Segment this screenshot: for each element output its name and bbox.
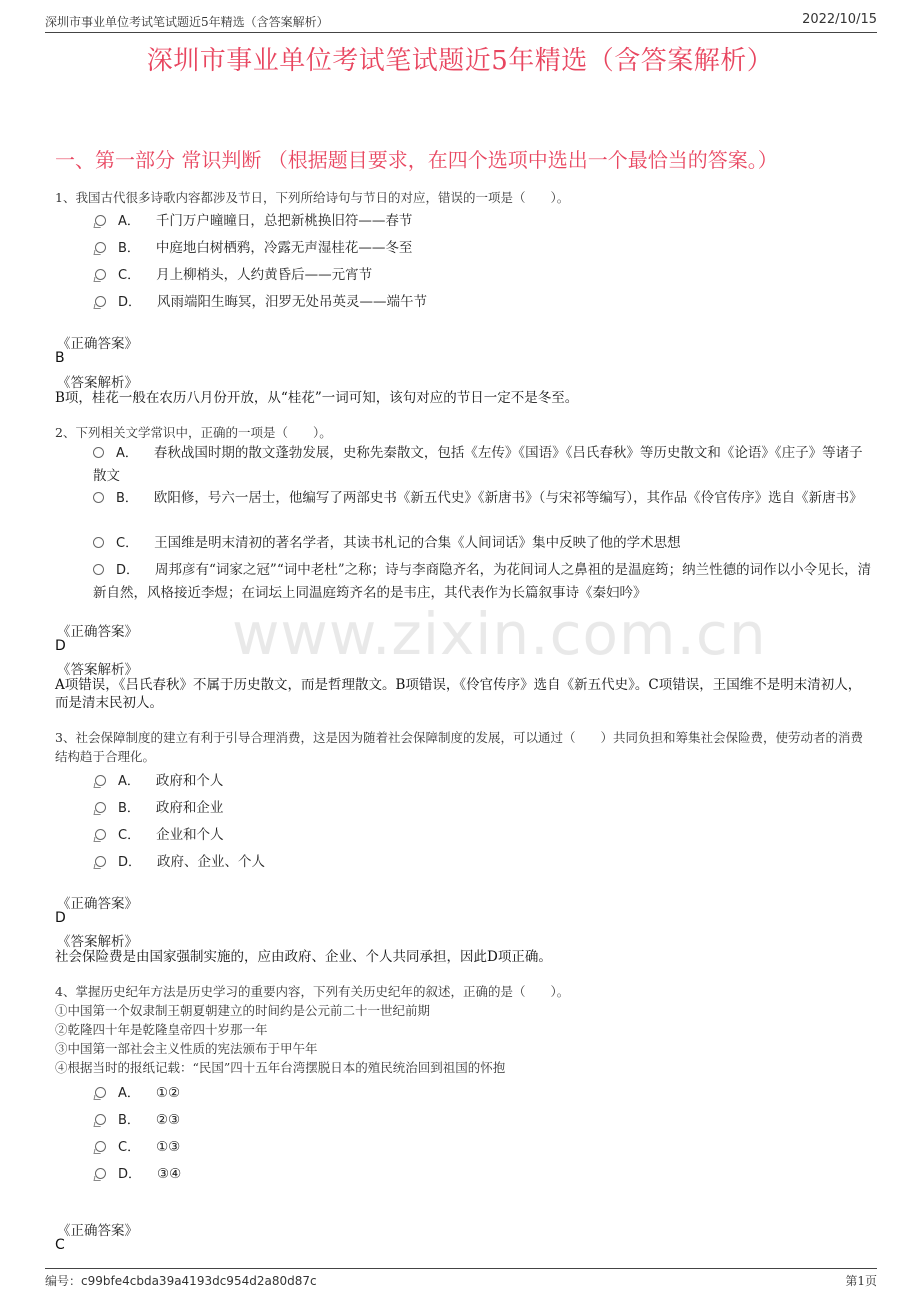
radio-icon[interactable] bbox=[95, 1168, 106, 1179]
question-1-option-c[interactable] bbox=[95, 263, 372, 283]
option-letter: B． bbox=[118, 241, 140, 256]
radio-icon[interactable] bbox=[95, 1141, 106, 1152]
option-text: 企业和个人 bbox=[156, 827, 224, 843]
option-text: ②③ bbox=[155, 1112, 181, 1128]
header-date: 2022/10/15 bbox=[802, 12, 877, 27]
question-3-option-b[interactable] bbox=[95, 796, 223, 816]
question-1-option-d[interactable] bbox=[95, 290, 427, 310]
option-text: 风雨端阳生晦冥，汨罗无处吊英灵——端午节 bbox=[157, 294, 428, 310]
option-letter: D． bbox=[118, 295, 142, 310]
option-letter: D． bbox=[118, 855, 142, 870]
option-letter: A． bbox=[116, 446, 138, 461]
question-4-statement: ①中国第一个奴隶制王朝夏朝建立的时间约是公元前二十一世纪前期 bbox=[55, 1003, 431, 1018]
question-1-answer: B bbox=[55, 350, 65, 366]
question-1-analysis: B项，桂花一般在农历八月份开放，从“桂花”一词可知，该句对应的节日一定不是冬至。 bbox=[55, 390, 579, 406]
option-letter: D． bbox=[116, 563, 140, 578]
question-4-option-d[interactable] bbox=[95, 1163, 181, 1182]
question-3-option-c[interactable] bbox=[95, 823, 224, 843]
question-2-option-a[interactable] bbox=[93, 442, 873, 488]
radio-icon[interactable] bbox=[95, 1114, 106, 1125]
question-3-stem: 3、社会保障制度的建立有利于引导合理消费，这是因为随着社会保障制度的发展，可以通过（ ）共同负担和筹集社会保险费，使劳动者的消费结构趋于合理化。 bbox=[55, 730, 863, 764]
option-text: 王国维是明末清初的著名学者，其读书札记的合集《人间词话》集中反映了他的学术思想 bbox=[154, 535, 681, 551]
option-text: ①② bbox=[155, 1085, 181, 1101]
option-text: 千门万户曈曈日，总把新桃换旧符——春节 bbox=[155, 213, 413, 229]
question-4-statement: ③中国第一部社会主义性质的宪法颁布于甲午年 bbox=[55, 1041, 318, 1056]
radio-icon[interactable] bbox=[93, 492, 104, 503]
answer-label: 《正确答案》 bbox=[57, 624, 138, 640]
question-3-option-a[interactable] bbox=[95, 769, 223, 789]
analysis-label: 《答案解析》 bbox=[57, 934, 138, 950]
option-text: 政府和企业 bbox=[155, 800, 224, 816]
option-text: 中庭地白树栖鸦，冷露无声湿桂花——冬至 bbox=[155, 240, 413, 256]
question-1-stem: 1、我国古代很多诗歌内容都涉及节日，下列所给诗句与节日的对应，错误的一项是（ ）。 bbox=[55, 190, 570, 205]
option-text: 月上柳梢头，人约黄昏后——元宵节 bbox=[156, 267, 373, 283]
question-1-option-b[interactable] bbox=[95, 236, 412, 256]
question-3-option-d[interactable] bbox=[95, 850, 265, 870]
question-4-statement: ④根据当时的报纸记载：“民国”四十五年台湾摆脱日本的殖民统治回到祖国的怀抱 bbox=[55, 1060, 506, 1075]
question-2-option-b[interactable] bbox=[93, 487, 873, 510]
question-2-analysis: A项错误，《吕氏春秋》不属于历史散文，而是哲理散文。B项错误，《伶官传序》选自《新五代史》。C项错误，王国维不是明末清初人，而是清末民初人。 bbox=[55, 677, 862, 711]
option-letter: A． bbox=[118, 1086, 140, 1101]
footer-code-label: 编号： bbox=[45, 1274, 82, 1288]
option-letter: C． bbox=[118, 1140, 141, 1155]
radio-icon[interactable] bbox=[93, 564, 104, 575]
option-text: 春秋战国时期的散文蓬勃发展，史称先秦散文，包括《左传》《国语》《吕氏春秋》等历史散文和《论语》《庄子》等诸子散文 bbox=[93, 445, 863, 484]
header-title: 深圳市事业单位考试笔试题近5年精选（含答案解析） bbox=[45, 15, 329, 29]
question-2-stem: 2、下列相关文学常识中，正确的一项是（ ）。 bbox=[55, 425, 332, 440]
option-letter: B． bbox=[116, 491, 138, 506]
question-4-answer: C bbox=[55, 1237, 65, 1253]
radio-icon[interactable] bbox=[95, 269, 106, 280]
question-4-stem: 4、掌握历史纪年方法是历史学习的重要内容，下列有关历史纪年的叙述，正确的是（ ）。 bbox=[55, 984, 570, 999]
question-3-analysis: 社会保险费是由国家强制实施的，应由政府、企业、个人共同承担，因此D项正确。 bbox=[55, 949, 552, 965]
question-2-option-d[interactable] bbox=[93, 559, 873, 605]
option-text: 欧阳修，号六一居士，他编写了两部史书《新五代史》《新唐书》（与宋祁等编写），其作品《伶官传序》选自《新唐书》 bbox=[153, 490, 863, 506]
option-letter: B． bbox=[118, 801, 140, 816]
radio-icon[interactable] bbox=[95, 215, 106, 226]
option-text: 政府和个人 bbox=[155, 773, 224, 789]
option-text: ①③ bbox=[156, 1139, 181, 1155]
page-footer bbox=[45, 1268, 877, 1289]
answer-label: 《正确答案》 bbox=[57, 336, 138, 352]
question-3-answer: D bbox=[55, 910, 66, 926]
option-letter: D． bbox=[118, 1167, 142, 1182]
question-4-option-c[interactable] bbox=[95, 1136, 180, 1155]
option-letter: B． bbox=[118, 1113, 140, 1128]
radio-icon[interactable] bbox=[93, 447, 104, 458]
page-header bbox=[45, 12, 877, 33]
option-letter: C． bbox=[118, 268, 141, 283]
radio-icon[interactable] bbox=[93, 537, 104, 548]
radio-icon[interactable] bbox=[95, 775, 106, 786]
section-heading: 一、第一部分 常识判断 （根据题目要求，在四个选项中选出一个最恰当的答案。） bbox=[55, 148, 778, 172]
question-4-option-b[interactable] bbox=[95, 1109, 180, 1128]
radio-icon[interactable] bbox=[95, 802, 106, 813]
question-1-option-a[interactable] bbox=[95, 209, 412, 229]
footer-code: c99bfe4cbda39a4193dc954d2a80d87c bbox=[81, 1274, 317, 1288]
option-letter: A． bbox=[118, 774, 140, 789]
option-text: 周邦彦有“词家之冠”“词中老杜”之称；诗与李商隐齐名，为花间词人之鼻祖的是温庭筠；纳兰性德的词作以小令见长，清新自然，风格接近李煜；在词坛上同温庭筠齐名的是韦庄，其代表作为长篇叙事诗《秦妇吟》 bbox=[93, 562, 872, 601]
analysis-label: 《答案解析》 bbox=[57, 662, 138, 678]
radio-icon[interactable] bbox=[95, 829, 106, 840]
page-number: 第1页 bbox=[845, 1274, 877, 1288]
radio-icon[interactable] bbox=[95, 856, 106, 867]
radio-icon[interactable] bbox=[95, 242, 106, 253]
watermark: www.zixin.com.cn bbox=[232, 600, 767, 668]
option-letter: A． bbox=[118, 214, 140, 229]
question-2-answer: D bbox=[55, 638, 66, 654]
question-4-statement: ②乾隆四十年是乾隆皇帝四十岁那一年 bbox=[55, 1022, 268, 1037]
question-2-option-c[interactable] bbox=[93, 532, 873, 555]
radio-icon[interactable] bbox=[95, 1087, 106, 1098]
option-text: 政府、企业、个人 bbox=[157, 854, 266, 870]
answer-label: 《正确答案》 bbox=[57, 896, 138, 912]
analysis-label: 《答案解析》 bbox=[57, 375, 138, 391]
answer-label: 《正确答案》 bbox=[57, 1223, 138, 1239]
document-title: 深圳市事业单位考试笔试题近5年精选（含答案解析） bbox=[146, 46, 774, 76]
option-letter: C． bbox=[116, 536, 139, 551]
radio-icon[interactable] bbox=[95, 296, 106, 307]
option-letter: C． bbox=[118, 828, 141, 843]
option-text: ③④ bbox=[157, 1166, 182, 1182]
question-4-option-a[interactable] bbox=[95, 1082, 180, 1101]
